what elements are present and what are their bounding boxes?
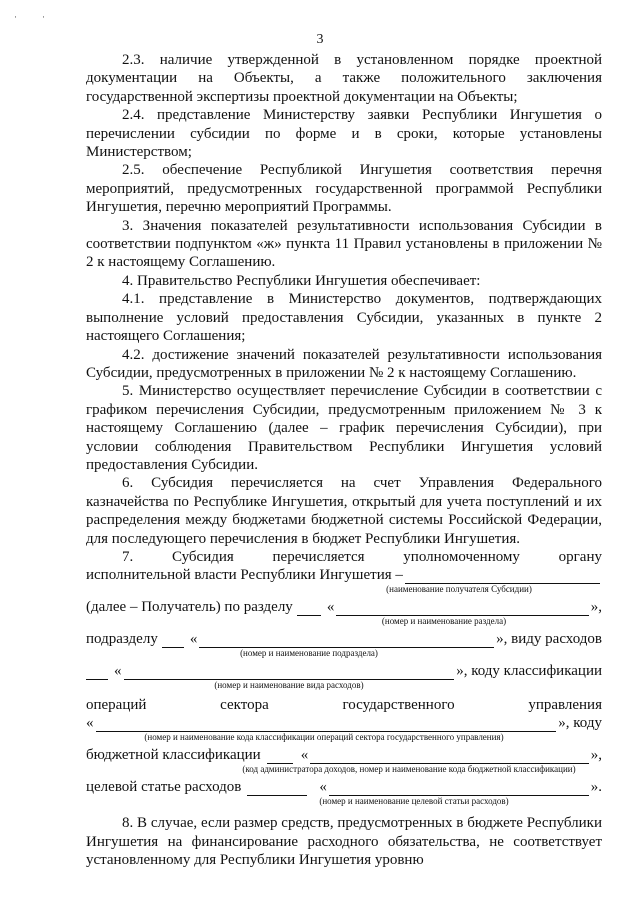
word-state: государственного xyxy=(342,697,455,714)
scan-mark: · xyxy=(42,12,45,22)
page-number: 3 xyxy=(316,32,324,47)
quote-open: « xyxy=(300,747,309,764)
quote-close: ». xyxy=(590,779,602,796)
word-sector: сектора xyxy=(220,697,269,714)
expense-type-hint: (номер и наименование вида расходов) xyxy=(214,680,364,691)
quote-close: », xyxy=(590,747,602,764)
quote-open: « xyxy=(86,715,94,732)
quote-open: « xyxy=(326,599,335,616)
document-body xyxy=(86,51,602,870)
expense-type-name-field[interactable] xyxy=(124,666,455,680)
classification-code-label: », коду классификации xyxy=(456,663,602,680)
quote-open: « xyxy=(319,779,327,796)
target-article-label: целевой статье расходов xyxy=(86,779,242,796)
operations-code-field[interactable] xyxy=(96,718,557,732)
target-article-name-field[interactable] xyxy=(329,782,589,796)
section-line xyxy=(86,598,602,616)
paragraph-4-1: 4.1. представление в Министерство документов, подтверждающих выполнение условий предоставления Субсидии, указанных в пункте 2 настоящего Соглашения; xyxy=(86,291,602,345)
operations-code-line xyxy=(86,714,602,732)
target-article-line xyxy=(86,778,602,796)
paragraph-8: 8. В случае, если размер средств, предусмотренных в бюджете Республики Ингушетия на финансирование расходного обязательства, не соответствует установленному для Республики Ингушетия уровню xyxy=(86,815,602,869)
section-number-field[interactable] xyxy=(297,602,321,616)
budget-classification-field[interactable] xyxy=(310,750,589,764)
subsection-line xyxy=(86,630,602,648)
section-label: (далее – Получатель) по разделу xyxy=(86,599,293,616)
paragraph-6: 6. Субсидия перечисляется на счет Управления Федерального казначейства по Республике Ингушетия, открытый для учета поступлений и их распределения между бюджетами бюджетной системы Российской Федерации, для последующего перечисления в бюджет Республики Ингушетия. xyxy=(86,475,602,547)
recipient-field[interactable] xyxy=(405,570,600,584)
paragraph-3: 3. Значения показателей результативности использования Субсидии в соответствии подпунктом «ж» пункта 11 Правил установлены в приложении № 2 к настоящему Соглашению. xyxy=(86,217,602,271)
target-article-code-field[interactable] xyxy=(247,782,307,796)
budget-classification-hint: (код администратора доходов, номер и наименование кода бюджетной классификации) xyxy=(242,764,576,775)
paragraph-2-3: 2.3. наличие утвержденной в установленном порядке проектной документации на Объекты, а также положительного заключения государственной экспертизы проектной документации на Объекты; xyxy=(86,52,602,105)
recipient-hint: (наименование получателя Субсидии) xyxy=(386,584,532,595)
subsection-name-field[interactable] xyxy=(199,634,494,648)
authority-label: исполнительной власти Республики Ингушетия – xyxy=(86,567,403,584)
paragraph-4-2: 4.2. достижение значений показателей результативности использования Субсидии, предусмотренных в приложении № 2 к настоящему Соглашению. xyxy=(86,346,602,381)
target-article-hint: (номер и наименование целевой статьи расходов) xyxy=(319,796,509,807)
code-label: », коду xyxy=(558,715,602,732)
paragraph-4: 4. Правительство Республики Ингушетия обеспечивает: xyxy=(122,272,481,289)
budget-admin-code-field[interactable] xyxy=(267,750,293,764)
expense-type-label: », виду расходов xyxy=(496,631,602,648)
word-administration: управления xyxy=(528,697,602,714)
subsection-hint: (номер и наименование подраздела) xyxy=(240,648,378,659)
paragraph-7-line1: 7. Субсидия перечисляется уполномоченному органу xyxy=(122,548,602,565)
budget-classification-line xyxy=(86,746,602,764)
subsection-label: подразделу xyxy=(86,631,158,648)
expense-type-line xyxy=(86,662,602,680)
subsection-number-field[interactable] xyxy=(162,634,184,648)
operations-code-hint: (номер и наименование кода классификации операций сектора государственного управления) xyxy=(144,732,504,743)
quote-open: « xyxy=(114,663,122,680)
recipient-line xyxy=(86,566,602,584)
section-name-field[interactable] xyxy=(336,602,588,616)
section-hint: (номер и наименование раздела) xyxy=(381,616,507,627)
paragraph-2-5: 2.5. обеспечение Республикой Ингушетия соответствия перечня мероприятий, предусмотренных государственной программой Республики Ингушетия, перечню мероприятий Программы. xyxy=(86,162,602,216)
scan-mark: · xyxy=(14,12,17,22)
paragraph-2-4: 2.4. представление Министерству заявки Республики Ингушетия о перечислении субсидии по форме и в сроки, которые установлены Министерством; xyxy=(86,107,602,161)
expense-type-number-field[interactable] xyxy=(86,666,108,680)
operations-line xyxy=(86,696,602,714)
quote-open: « xyxy=(189,631,198,648)
paragraph-5: 5. Министерство осуществляет перечисление Субсидии в соответствии с графиком перечисления Субсидии, предусмотренным приложением № 3 к настоящему Соглашению (далее – график перечисления Субсидии), при условии соблюдения Правительством Республики Ингушетия условий предоставления Субсидии. xyxy=(86,383,602,473)
quote-close: », xyxy=(590,599,602,616)
word-operations: операций xyxy=(86,697,147,714)
budget-classification-label: бюджетной классификации xyxy=(86,747,261,764)
